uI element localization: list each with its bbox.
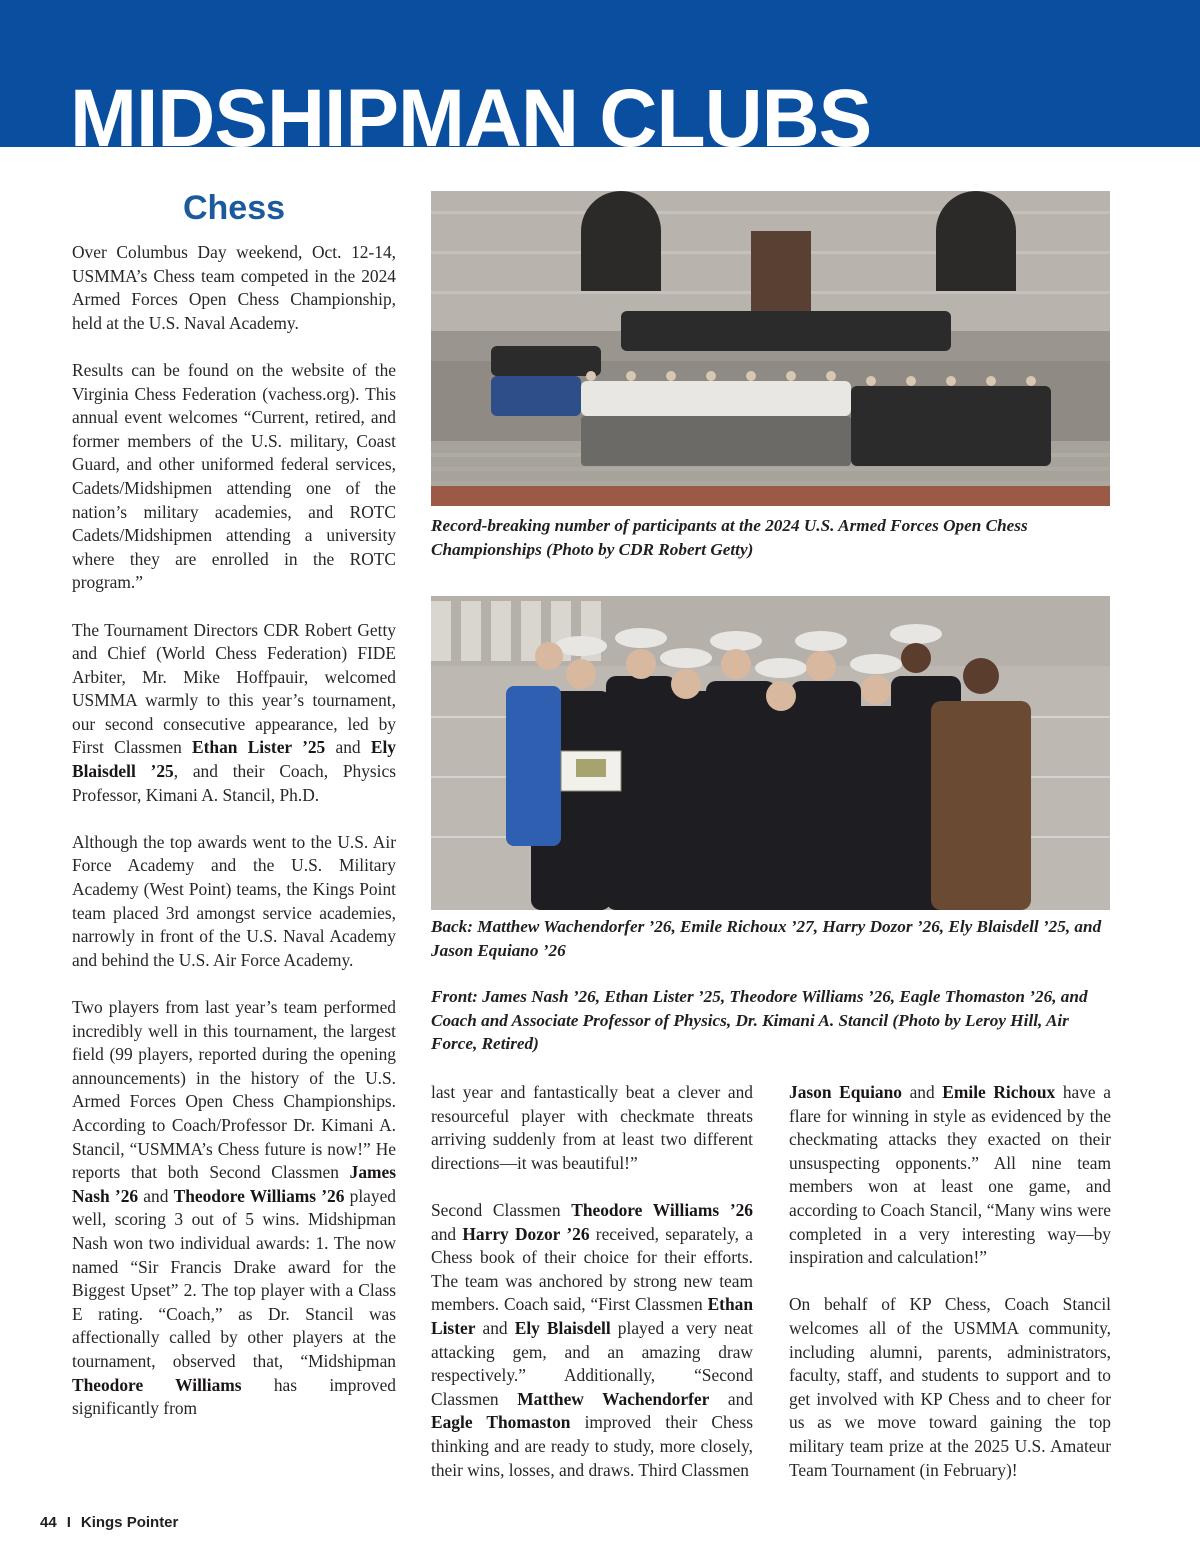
page-footer xyxy=(40,1514,178,1531)
players-continued-start: has improved significantly from xyxy=(72,1374,396,1419)
caption-front-row: Front: James Nash ’26, Ethan Lister ’25, Theodore Williams ’26, Eagle Thomaston ’26, and Coach and Associate Professor of Physics, Dr. Kimani A. Stancil (Photo by Leroy Hill, Air Force, Retired) xyxy=(431,987,1088,1054)
paragraph-awards: Although the top awards went to the U.S. Air Force Academy and the U.S. Military Academy (West Point) teams, the Kings Point team placed 3rd amongst service academies, narrowly in front of the U.S. Naval Academy and behind the U.S. Air Force Academy. xyxy=(72,831,396,970)
paragraph-intro: Over Columbus Day weekend, Oct. 12-14, USMMA’s Chess team competed in the 2024 Armed Forces Open Chess Championship, held at the U.S. Naval Academy. xyxy=(72,242,396,333)
photo-caption-2 xyxy=(431,915,1112,1079)
section-heading: Chess xyxy=(182,189,286,227)
paragraph-closing: On behalf of KP Chess, Coach Stancil welcomes all of the USMMA community, including alumni, parents, administrators, faculty, staff, and students to support and to get involved with KP Chess and to cheer for us as we move toward gaining the top military team prize at the 2025 U.S. Amateur Team Tournament (in February)! xyxy=(789,1294,1111,1480)
paragraph-directors: The Tournament Directors CDR Robert Getty and Chief (World Chess Federation) FIDE Arbiter, Mr. Mike Hoffpauir, welcomed USMMA warmly to this year’s tournament, our second consecutive appearance, led by First Classmen Ethan Lister ’25 and Ely Blaisdell ’25, and their Coach, Physics Professor, Kimani A. Stancil, Ph.D. xyxy=(72,619,397,805)
paragraph-results: Results can be found on the website of the Virginia Chess Federation (vachess.org). This annual event welcomes “Current, retired, and former members of the U.S. military, Coast Guard, and other uniformed federal services, Cadets/Midshipmen attending one of the nation’s military academies, and ROTC Cadets/Midshipmen attending a university where they are enrolled in the ROTC program.” xyxy=(72,359,396,593)
photo-caption-1: Record-breaking number of participants at the 2024 U.S. Armed Forces Open Chess Championships (Photo by CDR Robert Getty) xyxy=(431,516,1028,559)
caption-back-row: Back: Matthew Wachendorfer ’26, Emile Richoux ’27, Harry Dozor ’26, Ely Blaisdell ’25, and Jason Equiano ’26 xyxy=(431,917,1102,960)
paragraph-recognition-continued: Jason Equiano and Emile Richoux have a flare for winning in style as evidenced by the checkmating attacks they exacted on their unsuspecting opponents.” All nine team members won at least one game, and according to Coach Stancil, “Many wins were completed in a very interesting way—by inspiration and calculation!” xyxy=(789,1082,1111,1268)
article-column-2 xyxy=(431,1081,753,1482)
group-photo-icon xyxy=(431,191,1110,506)
article-column-3 xyxy=(789,1081,1111,1482)
paragraph-recognition: Second Classmen Theodore Williams ’26 and Harry Dozor ’26 received, separately, a Chess book of their choice for their efforts. The team was anchored by strong new team members. Coach said, “First Classmen Ethan Lister and Ely Blaisdell played a very neat attacking gem, and an amazing draw respectively.” Additionally, “Second Classmen Matthew Wachendorfer and Eagle Thomaston improved their Chess thinking and are ready to study, more closely, their wins, losses, and draws. Third Classmen xyxy=(431,1199,753,1480)
page-number: 44 xyxy=(40,1514,57,1531)
header-banner xyxy=(0,0,1200,147)
article-column-1 xyxy=(72,241,396,1421)
paragraph-players: Two players from last year’s team performed incredibly well in this tournament, the largest field (99 players, reported during the opening announcements) in the history of the U.S. Armed Forces Open Chess Championships. According to Coach/Professor Dr. Kimani A. Stancil, “USMMA’s Chess future is now!” He reports that both Second Classmen James Nash ’26 and Theodore Williams ’26 played well, scoring 3 out of 5 wins. Midshipman Nash won two individual awards: 1. The now named “Sir Francis Drake award for the Biggest Upset” 2. The top player with a Class E rating. “Coach,” as Dr. Stancil was affectionally called by other players at the tournament, observed that, “Midshipman Theodore Williams has improved significantly from xyxy=(72,997,396,1419)
paragraph-players-continued: last year and fantastically beat a clever and resourceful player with checkmate threats arriving suddenly from at least two different directions—it was beautiful!” xyxy=(431,1082,753,1173)
footer-separator: I xyxy=(66,1514,71,1531)
publication-name: Kings Pointer xyxy=(80,1514,179,1531)
team-photo-icon xyxy=(431,596,1110,910)
page-title: MIDSHIPMAN CLUBS xyxy=(70,73,872,147)
